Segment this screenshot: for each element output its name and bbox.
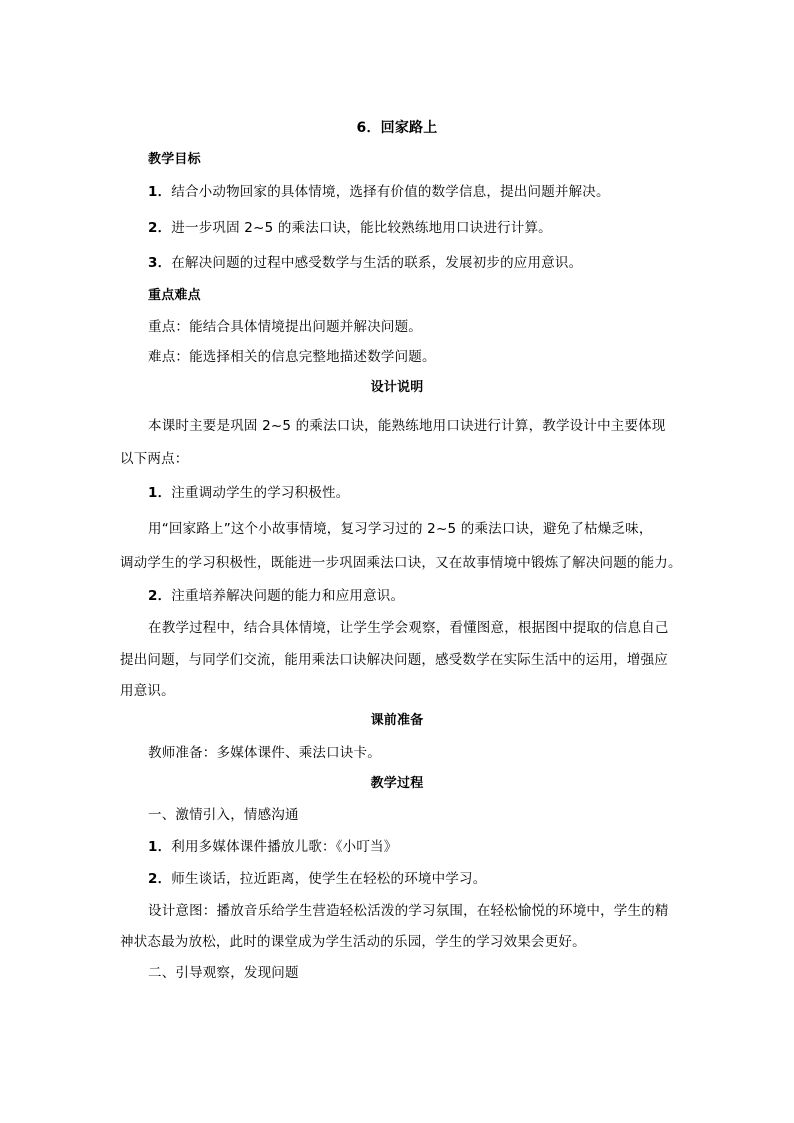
goal-item-1 <box>148 183 610 201</box>
design-intro-line-1: 本课时主要是巩固 2~5 的乘法口诀，能熟练地用口诀进行计算，教学设计中主要体现 <box>148 418 666 434</box>
design-point-2 <box>148 587 404 605</box>
goals-heading: 教学目标 <box>148 152 201 167</box>
step-number: 2． <box>148 871 172 887</box>
goal-item-3 <box>148 254 582 272</box>
step-text: 师生谈话，拉近距离，使学生在轻松的环境中学习。 <box>171 871 487 887</box>
design-para-2-line-1: 在教学过程中，结合具体情境，让学生学会观察，看懂图意，根据图中提取的信息自己 <box>148 620 669 636</box>
page-title: 6．回家路上 <box>356 120 438 136</box>
process-part-2: 二、引导观察，发现问题 <box>148 965 299 981</box>
step-number: 1． <box>148 839 172 855</box>
goal-item-2 <box>148 219 552 237</box>
goal-number: 1． <box>148 184 172 200</box>
process-step-2 <box>148 870 486 888</box>
process-heading: 教学过程 <box>370 776 424 791</box>
design-para-1-line-2: 调动学生的学习积极性，既能进一步巩固乘法口诀，又在故事情境中锻炼了解决问题的能力。 <box>120 555 682 571</box>
design-intent-line-1: 设计意图：播放音乐给学生营造轻松活泼的学习氛围，在轻松愉悦的环境中，学生的精 <box>148 903 669 919</box>
difficult-point-text: 难点：能选择相关的信息完整地描述数学问题。 <box>148 349 436 365</box>
design-para-2-line-2: 提出问题，与同学们交流，能用乘法口诀解决问题，感受数学在实际生活中的运用，增强应 <box>120 652 668 668</box>
goal-text: 结合小动物回家的具体情境，选择有价值的数学信息，提出问题并解决。 <box>171 184 610 200</box>
point-text: 注重培养解决问题的能力和应用意识。 <box>171 588 405 604</box>
design-heading: 设计说明 <box>370 380 424 395</box>
point-number: 1． <box>148 485 172 501</box>
point-number: 2． <box>148 588 172 604</box>
key-point-text: 重点：能结合具体情境提出问题并解决问题。 <box>148 319 422 335</box>
process-part-1: 一、激情引入，情感沟通 <box>148 807 299 823</box>
design-intent-line-2: 神状态最为放松，此时的课堂成为学生活动的乐园，学生的学习效果会更好。 <box>120 934 586 950</box>
goal-number: 2． <box>148 220 172 236</box>
point-text: 注重调动学生的学习积极性。 <box>171 485 350 501</box>
design-para-2-line-3: 用意识。 <box>120 683 175 699</box>
goal-text: 在解决问题的过程中感受数学与生活的联系，发展初步的应用意识。 <box>171 255 583 271</box>
process-step-1 <box>148 838 397 856</box>
step-text: 利用多媒体课件播放儿歌：《小叮当》 <box>171 839 398 855</box>
design-intro-line-2: 以下两点： <box>120 451 189 467</box>
goal-number: 3． <box>148 255 172 271</box>
key-points-heading: 重点难点 <box>148 288 201 303</box>
prep-heading: 课前准备 <box>370 713 424 728</box>
design-para-1-line-1: 用“回家路上”这个小故事情境，复习学习过的 2~5 的乘法口诀，避免了枯燥乏味， <box>148 521 653 537</box>
design-point-1 <box>148 484 349 502</box>
goal-text: 进一步巩固 2~5 的乘法口诀，能比较熟练地用口诀进行计算。 <box>171 220 552 236</box>
prep-text: 教师准备：多媒体课件、乘法口诀卡。 <box>148 745 381 761</box>
